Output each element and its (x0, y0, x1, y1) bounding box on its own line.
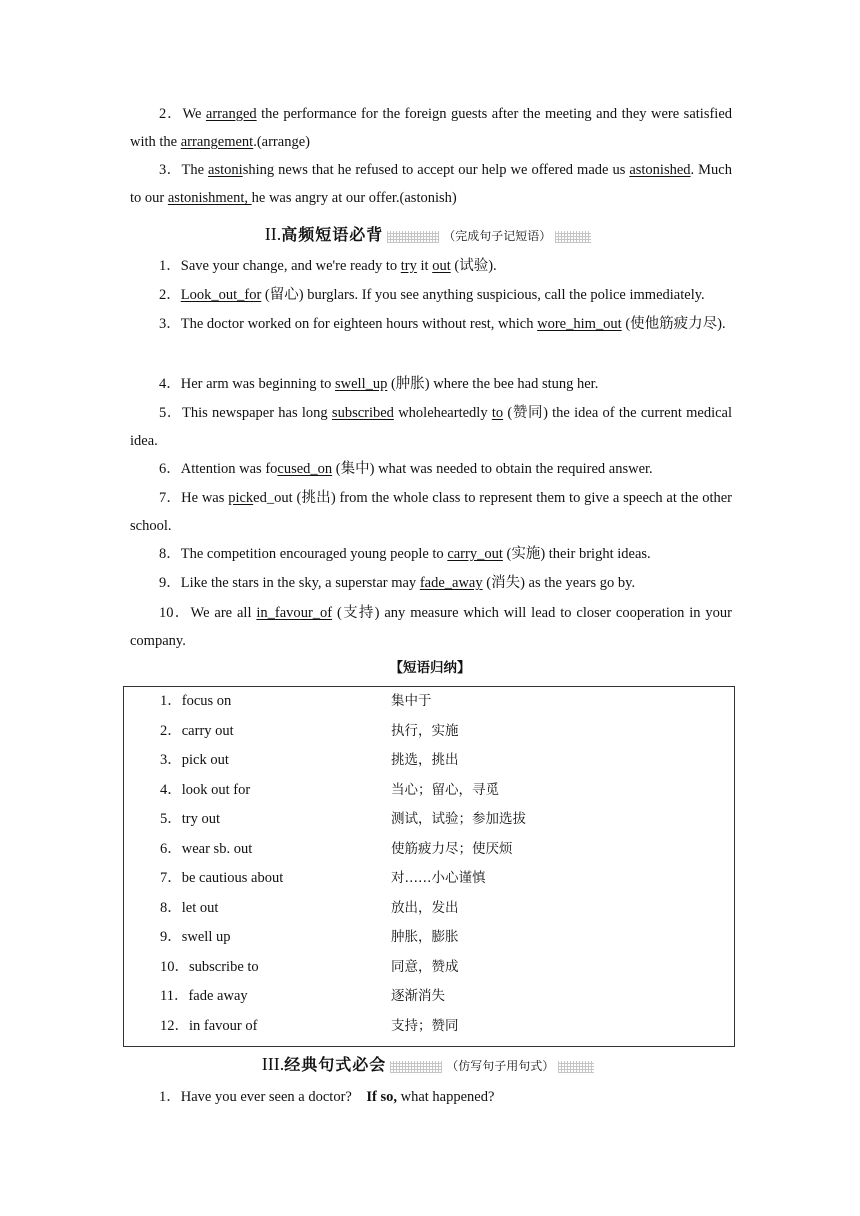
table-row: 6．wear sb. out 使筋疲力尽；使厌烦 (160, 840, 513, 857)
summary-title: 【短语归纳】 (389, 660, 471, 676)
table-row: 10．subscribe to 同意，赞成 (160, 958, 459, 975)
answer-blank: astoni (208, 162, 243, 178)
table-row: 1．focus on 集中于 (160, 693, 432, 709)
paragraph-arrange: 2．We arranged the performance for the foreign guests after the meeting and they were satisfied with the arrangement.(arrange) (130, 106, 732, 150)
hatch-decoration (387, 231, 439, 243)
paragraph-astonish: 3．The astonishing news that he refused to accept our help we offered made us astonished. Much to our astonishment, he was angry at our offer.(astonish) (130, 162, 732, 206)
answer-blank: astonished (629, 162, 691, 178)
phrase-item: 1．Save your change, and we're ready to try it out (试验). (159, 258, 497, 274)
phrase-item: 6．Attention was focused_on (集中) what was needed to obtain the required answer. (159, 461, 653, 477)
sentence-pattern-item: 1．Have you ever seen a doctor? If so, what happened? (159, 1089, 495, 1105)
section-heading-phrases: II.高频短语必背 （完成句子记短语） (0, 220, 860, 250)
table-row: 8．let out 放出，发出 (160, 899, 459, 916)
table-row: 9．swell up 肿胀，膨胀 (160, 929, 459, 945)
answer-blank: arranged (205, 106, 257, 122)
hatch-decoration (558, 1061, 594, 1073)
phrase-item: 7．He was picked_out (挑出) from the whole class to represent them to give a speech at the other school. (130, 490, 732, 534)
phrase-summary-table (123, 686, 735, 1047)
phrase-item: 8．The competition encouraged young people to carry_out (实施) their bright ideas. (159, 546, 651, 562)
answer-blank: astonishment, (167, 190, 252, 206)
phrase-item: 9．Like the stars in the sky, a superstar may fade_away (消失) as the years go by. (159, 575, 636, 591)
phrase-item: 4．Her arm was beginning to swell_up (肿胀) where the bee had stung her. (159, 376, 599, 392)
table-row: 4．look out for 当心；留心，寻觅 (160, 781, 499, 798)
phrase-item: 2．Look_out_for (留心) burglars. If you see anything suspicious, call the police immediately. (159, 287, 705, 303)
table-row: 11．fade away 逐渐消失 (160, 988, 445, 1004)
table-row: 12．in favour of 支持；赞同 (160, 1017, 459, 1034)
answer-blank: arrangement (180, 134, 254, 150)
phrase-item: 3．The doctor worked on for eighteen hours without rest, which wore_him_out (使他筋疲力尽). (159, 316, 726, 332)
item-number: 3． (159, 162, 182, 178)
hatch-decoration (390, 1061, 442, 1073)
table-row: 5．try out 测试，试验；参加选拔 (160, 811, 526, 827)
section-heading-sentences: III.经典句式必会 （仿写句子用句式） (0, 1050, 860, 1080)
phrase-item: 10．We are all in_favour_of (支持) any measure which will lead to closer cooperation in your company. (130, 605, 733, 649)
item-number: 2． (159, 106, 183, 122)
hatch-decoration (555, 231, 591, 243)
table-row: 7．be cautious about 对……小心谨慎 (160, 870, 486, 886)
phrase-item: 5．This newspaper has long subscribed wholeheartedly to (赞同) the idea of the current medical idea. (130, 405, 733, 449)
table-row: 2．carry out 执行，实施 (160, 722, 459, 739)
table-row: 3．pick out 挑选，挑出 (160, 752, 459, 768)
